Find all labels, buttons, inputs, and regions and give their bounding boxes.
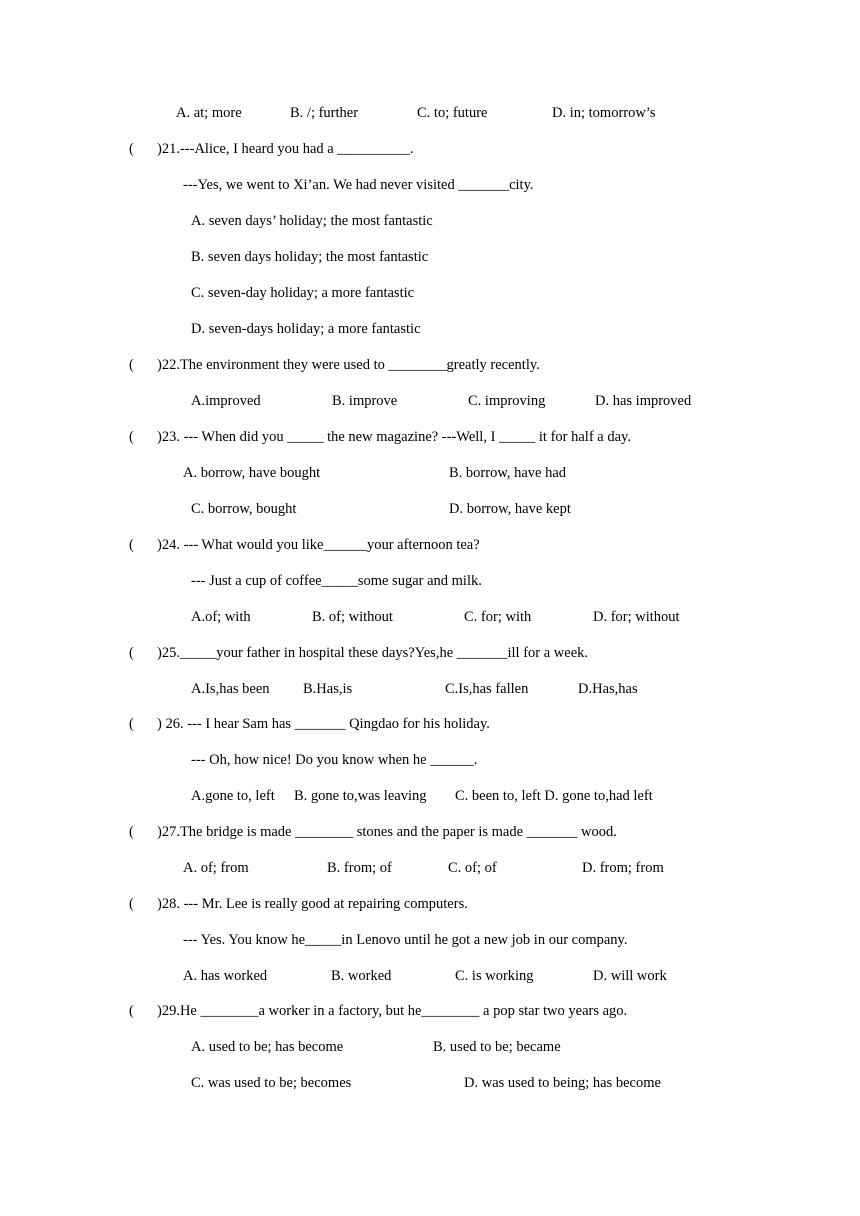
answer-paren: ( — [129, 537, 134, 553]
answer-paren: ( — [129, 716, 134, 732]
option-c: C.Is,has fallen — [445, 681, 529, 697]
answer-paren: ( — [129, 429, 134, 445]
answer-paren: ( — [129, 141, 134, 157]
option-c: C. was used to be; becomes — [191, 1075, 352, 1091]
option-a: A. used to be; has become — [191, 1039, 344, 1055]
question-26: ) 26. --- I hear Sam has _______ Qingdao for his holiday. — [157, 716, 490, 732]
question-29: )29.He ________a worker in a factory, but he________ a pop star two years ago. — [157, 1003, 628, 1019]
question-28: )28. --- Mr. Lee is really good at repairing computers. — [157, 896, 468, 912]
option-c: C. seven-day holiday; a more fantastic — [191, 285, 415, 301]
option-a: A.gone to, left — [191, 788, 275, 804]
question-text: --- Oh, how nice! Do you know when he ______. — [191, 752, 478, 768]
option-c: C. borrow, bought — [191, 501, 297, 517]
question-text: --- Yes. You know he_____in Lenovo until he got a new job in our company. — [183, 932, 628, 948]
option-a: A. has worked — [183, 968, 268, 984]
answer-paren: ( — [129, 824, 134, 840]
option-a: A. seven days’ holiday; the most fantastic — [191, 213, 433, 229]
option-d: D.Has,has — [578, 681, 638, 697]
option-d: D. for; without — [593, 609, 680, 625]
option-a: A. of; from — [183, 860, 249, 876]
question-text: ---Yes, we went to Xi’an. We had never visited _______city. — [183, 177, 534, 193]
option-b: B. from; of — [327, 860, 392, 876]
answer-paren: ( — [129, 357, 134, 373]
option-a: A. borrow, have bought — [183, 465, 321, 481]
answer-paren: ( — [129, 645, 134, 661]
option-c: C. is working — [455, 968, 534, 984]
option-c: C. of; of — [448, 860, 497, 876]
question-24: )24. --- What would you like______your afternoon tea? — [157, 537, 480, 553]
question-27: )27.The bridge is made ________ stones and the paper is made _______ wood. — [157, 824, 617, 840]
option-d: D. borrow, have kept — [449, 501, 571, 517]
answer-paren: ( — [129, 896, 134, 912]
option-b: B. used to be; became — [433, 1039, 561, 1055]
option-d: D. seven-days holiday; a more fantastic — [191, 321, 421, 337]
option-c: C. improving — [468, 393, 546, 409]
option-a: A.Is,has been — [191, 681, 270, 697]
option-d: D. will work — [593, 968, 667, 984]
option-d: D. in; tomorrow’s — [552, 105, 656, 121]
option-b: B.Has,is — [303, 681, 353, 697]
option-a: A.improved — [191, 393, 261, 409]
option-b: B. improve — [332, 393, 398, 409]
option-d: D. was used to being; has become — [464, 1075, 661, 1091]
option-c: C. to; future — [417, 105, 488, 121]
option-a: A.of; with — [191, 609, 251, 625]
option-b: B. borrow, have had — [449, 465, 567, 481]
option-a: A. at; more — [176, 105, 242, 121]
option-b: B. seven days holiday; the most fantastic — [191, 249, 429, 265]
option-b: B. gone to,was leaving — [294, 788, 427, 804]
option-c: C. for; with — [464, 609, 532, 625]
question-25: )25._____your father in hospital these days?Yes,he _______ill for a week. — [157, 645, 589, 661]
option-b: B. worked — [331, 968, 392, 984]
question-22: )22.The environment they were used to ________greatly recently. — [157, 357, 540, 373]
option-cd: C. been to, left D. gone to,had left — [455, 788, 653, 804]
answer-paren: ( — [129, 1003, 134, 1019]
option-d: D. has improved — [595, 393, 692, 409]
option-d: D. from; from — [582, 860, 664, 876]
option-b: B. /; further — [290, 105, 359, 121]
question-23: )23. --- When did you _____ the new magazine? ---Well, I _____ it for half a day. — [157, 429, 631, 445]
question-21: )21.---Alice, I heard you had a __________. — [157, 141, 414, 157]
question-text: --- Just a cup of coffee_____some sugar and milk. — [191, 573, 482, 589]
option-b: B. of; without — [312, 609, 393, 625]
